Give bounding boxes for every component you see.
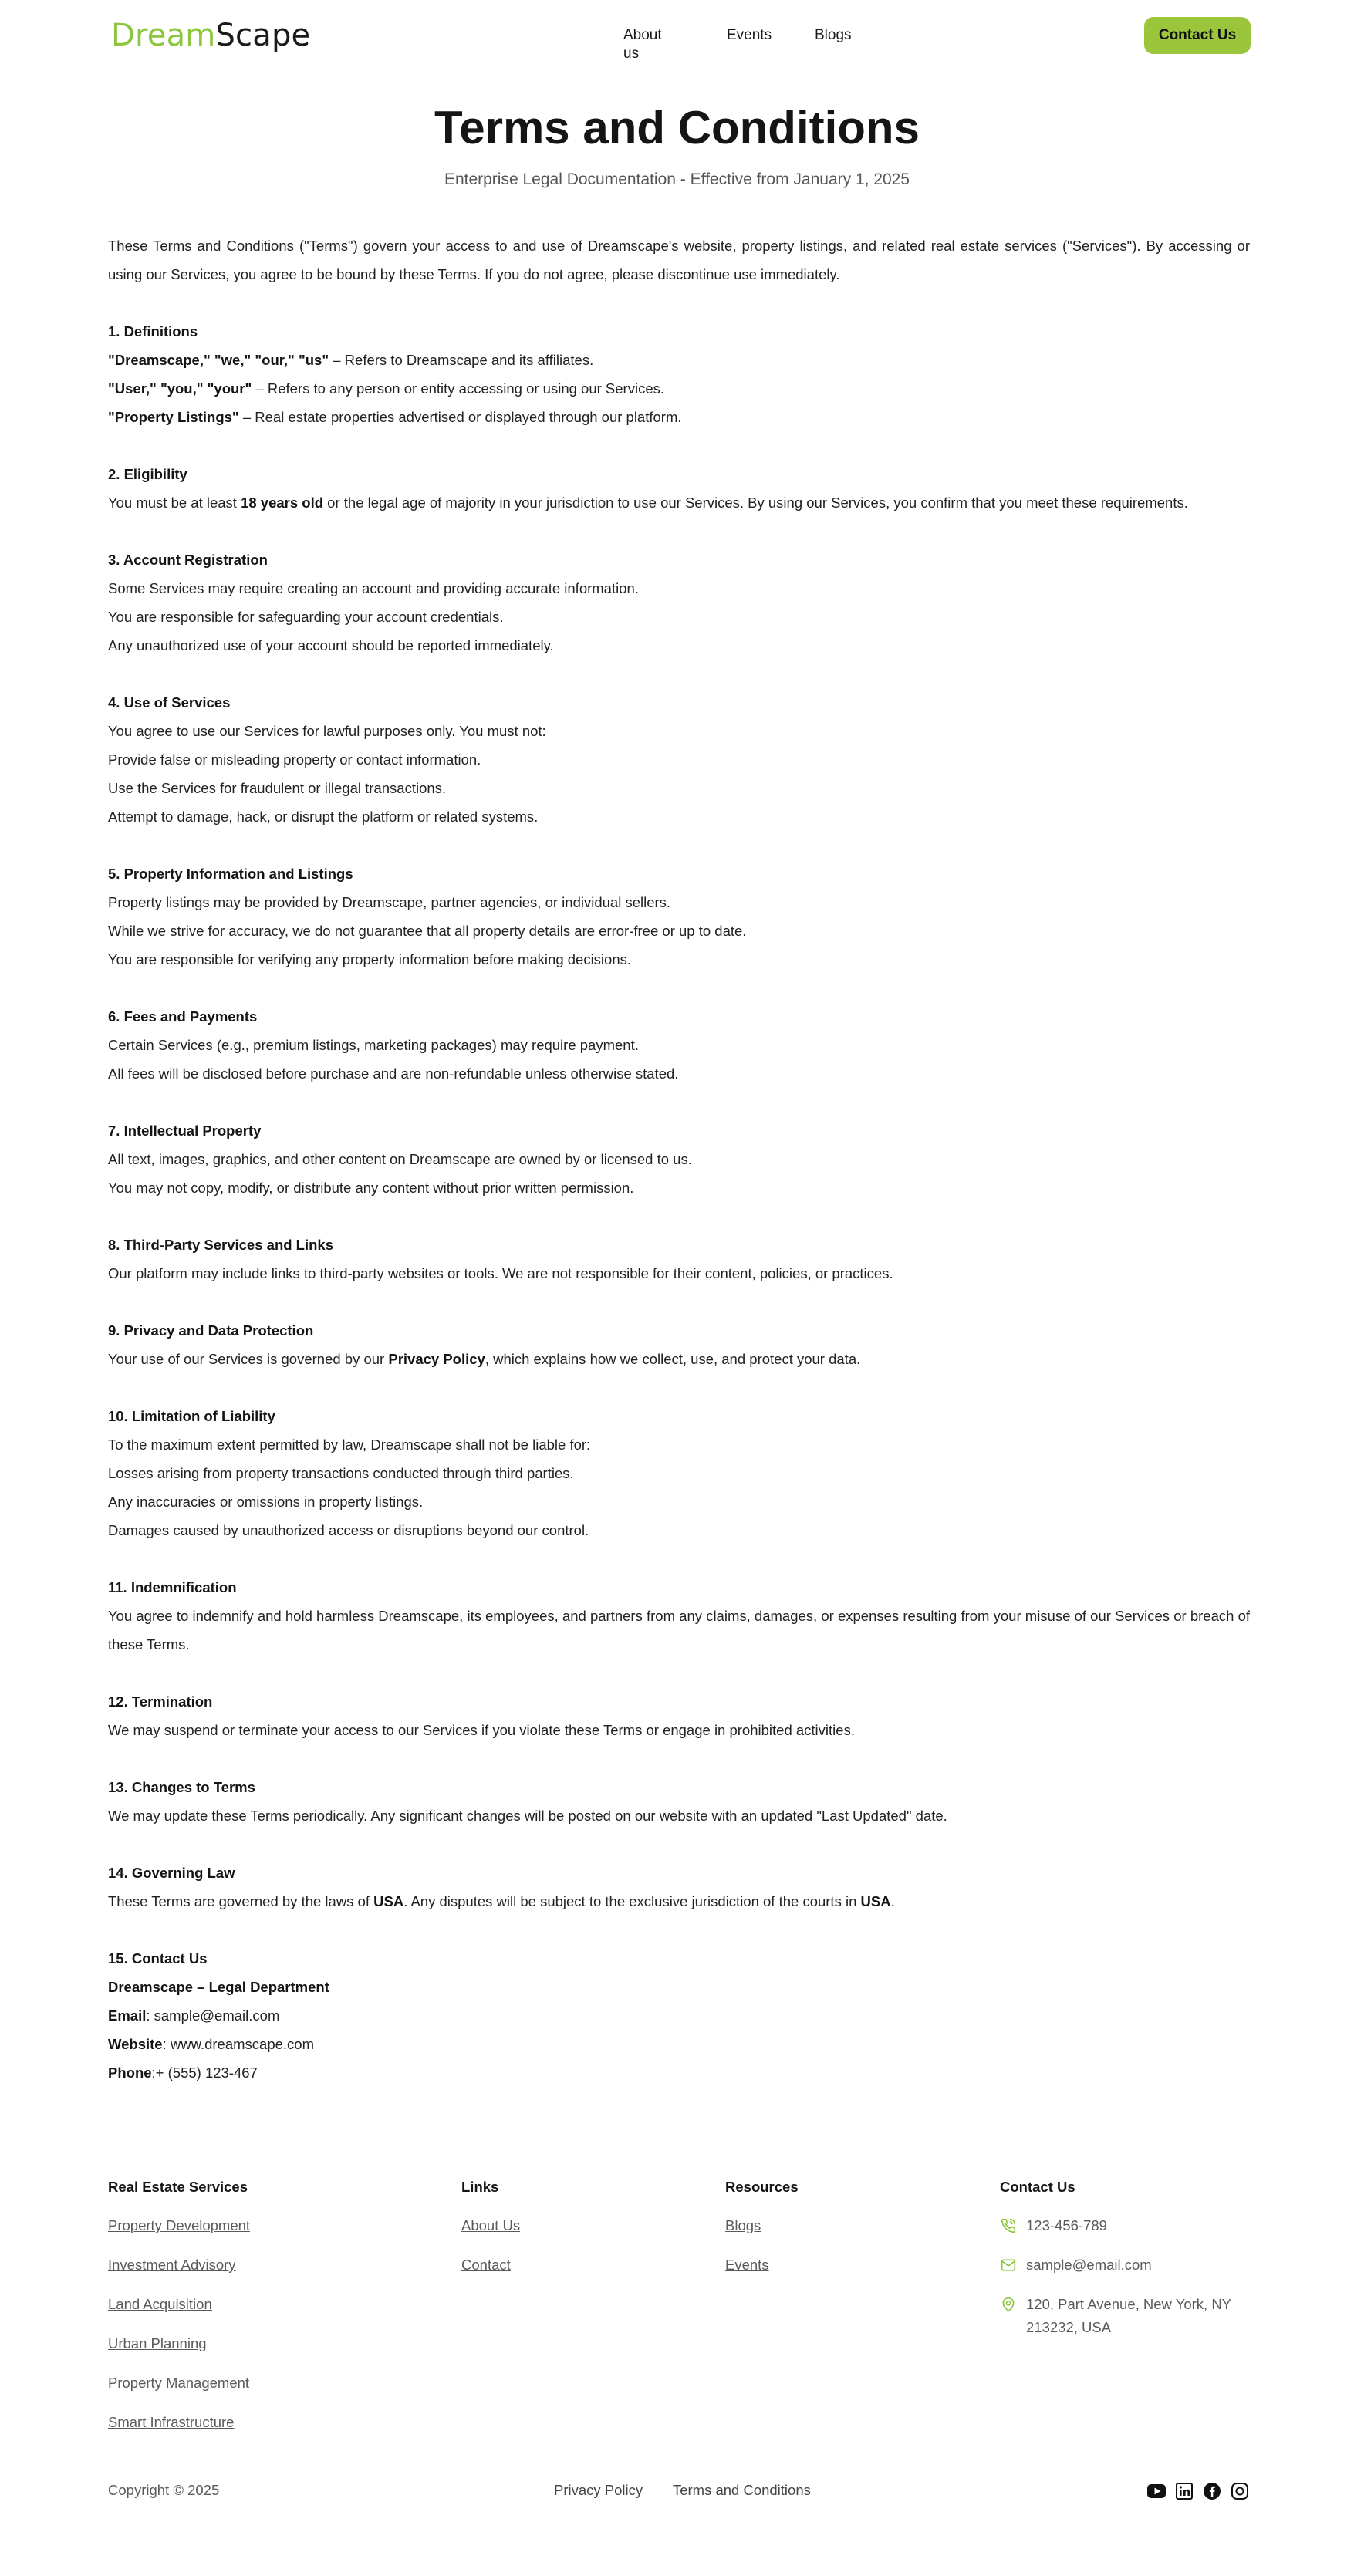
section-line: To the maximum extent permitted by law, Dreamscape shall not be liable for: [108, 1437, 591, 1453]
definition-line [108, 374, 1250, 403]
nav-blogs[interactable]: Blogs [815, 27, 852, 43]
section-heading: 6. Fees and Payments [108, 1008, 258, 1025]
definition-term: "User," "you," "your" [108, 380, 252, 397]
section-intellectual-property [108, 1116, 1250, 1202]
section-line: Our platform may include links to third-party websites or tools. We are not responsible for their content, policies, or practices. [108, 1265, 893, 1281]
phone-value[interactable]: :+ (555) 123-467 [151, 2065, 258, 2081]
section-line: Losses arising from property transactions conducted through third parties. [108, 1465, 574, 1481]
contact-phone-line [108, 2058, 1250, 2087]
section-termination [108, 1687, 1250, 1744]
phone-label: Phone [108, 2065, 152, 2081]
section-line: While we strive for accuracy, we do not guarantee that all property details are error-free or up to date. [108, 923, 747, 939]
footer-bottom-bar [108, 2478, 1250, 2509]
website-value[interactable]: : www.dreamscape.com [162, 2036, 314, 2052]
footer-heading: Contact Us [1000, 2179, 1075, 2195]
section-line: You are responsible for safeguarding your account credentials. [108, 609, 504, 625]
section-line: You are responsible for verifying any property information before making decisions. [108, 951, 632, 967]
section-line: Any unauthorized use of your account should be reported immediately. [108, 637, 554, 653]
section-heading: 12. Termination [108, 1693, 213, 1710]
section-paragraph: We may update these Terms periodically. Any significant changes will be posted on our website with an updated "Last Updated" date. [108, 1808, 947, 1824]
section-paragraph: You agree to indemnify and hold harmless Dreamscape, its employees, and partners from any claims, damages, or expenses resulting from your misuse of our Services or breach of these Terms. [108, 1608, 1250, 1653]
site-header [0, 0, 1354, 71]
footer-email[interactable] [1000, 2254, 1254, 2277]
section-heading: 10. Limitation of Liability [108, 1408, 275, 1424]
definition-term: "Dreamscape," "we," "our," "us" [108, 352, 329, 368]
footer-link[interactable]: Land Acquisition [108, 2296, 212, 2312]
section-contact-us [108, 1944, 1250, 2087]
section-line: Any inaccuracies or omissions in property listings. [108, 1494, 424, 1510]
definition-line [108, 403, 1250, 431]
bold-fragment: 18 years old [241, 495, 324, 511]
definition-line [108, 346, 1250, 374]
footer-link[interactable]: Events [725, 2257, 769, 2273]
definition-term: "Property Listings" [108, 409, 239, 425]
footer-link[interactable]: Property Development [108, 2217, 251, 2233]
footer-legal-links [554, 2482, 837, 2499]
section-heading: 14. Governing Law [108, 1865, 235, 1881]
section-line: Use the Services for fraudulent or illegal transactions. [108, 780, 447, 796]
section-changes-to-terms [108, 1773, 1250, 1830]
phone-icon [1000, 2214, 1017, 2237]
logo-part-scape: Scape [215, 18, 311, 53]
section-heading: 15. Contact Us [108, 1950, 208, 1967]
section-paragraph [108, 488, 1250, 517]
text-fragment: . [890, 1893, 895, 1909]
footer-link[interactable]: Blogs [725, 2217, 761, 2233]
contact-website-line [108, 2030, 1250, 2058]
logo[interactable] [111, 17, 310, 54]
section-heading: 1. Definitions [108, 323, 198, 339]
copyright: Copyright © 2025 [108, 2482, 220, 2498]
website-label: Website [108, 2036, 163, 2052]
section-paragraph: We may suspend or terminate your access to our Services if you violate these Terms or engage in prohibited activities. [108, 1722, 855, 1738]
footer-link[interactable]: Urban Planning [108, 2335, 207, 2351]
intro-paragraph: These Terms and Conditions ("Terms") govern your access to and use of Dreamscape's website, property listings, and related real estate services ("Services"). By accessing or using our Services, you agree to be bound by these Terms. If you do not agree, please discontinue use immediately. [108, 238, 1250, 282]
contact-us-button[interactable]: Contact Us [1144, 17, 1251, 54]
linkedin-icon[interactable] [1174, 2481, 1194, 2501]
text-fragment: , which explains how we collect, use, and protect your data. [485, 1351, 861, 1367]
section-line: You agree to use our Services for lawful purposes only. You must not: [108, 723, 546, 739]
section-privacy [108, 1316, 1250, 1373]
footer-resources-column [725, 2176, 799, 2293]
section-line: Provide false or misleading property or contact information. [108, 751, 481, 768]
section-paragraph [108, 1345, 1250, 1373]
text-fragment: Your use of our Services is governed by our [108, 1351, 389, 1367]
privacy-policy-link[interactable]: Privacy Policy [554, 2482, 643, 2498]
footer-contact-column [1000, 2176, 1254, 2355]
section-governing-law [108, 1859, 1250, 1916]
footer-links-column [461, 2176, 520, 2293]
section-property-information [108, 859, 1250, 974]
footer-address-text: 120, Part Avenue, New York, NY 213232, USA [1026, 2296, 1231, 2335]
footer-phone-text: 123-456-789 [1026, 2217, 1107, 2233]
footer-link[interactable]: Smart Infrastructure [108, 2414, 235, 2430]
location-pin-icon [1000, 2293, 1017, 2316]
section-line: All text, images, graphics, and other content on Dreamscape are owned by or licensed to us. [108, 1151, 692, 1167]
definition-text: – Refers to any person or entity accessing or using our Services. [252, 380, 664, 397]
department-name: Dreamscape – Legal Department [108, 1979, 329, 1995]
footer-link[interactable]: About Us [461, 2217, 521, 2233]
section-heading: 11. Indemnification [108, 1579, 237, 1595]
text-fragment: or the legal age of majority in your jurisdiction to use our Services. By using our Services, you confirm that you meet these requirements. [323, 495, 1188, 511]
legal-department [108, 1973, 1250, 2001]
footer-link[interactable]: Contact [461, 2257, 511, 2273]
section-fees-payments [108, 1002, 1250, 1088]
definition-text: – Real estate properties advertised or displayed through our platform. [238, 409, 682, 425]
footer-address [1000, 2293, 1254, 2339]
footer-services-column [108, 2176, 250, 2450]
page-subtitle: Enterprise Legal Documentation - Effective from January 1, 2025 [444, 170, 910, 188]
section-heading: 2. Eligibility [108, 466, 187, 482]
section-heading: 9. Privacy and Data Protection [108, 1322, 314, 1339]
footer-email-text: sample@email.com [1026, 2257, 1152, 2273]
footer-link[interactable]: Property Management [108, 2375, 250, 2391]
section-line: You may not copy, modify, or distribute any content without prior written permission. [108, 1180, 634, 1196]
footer-link[interactable]: Investment Advisory [108, 2257, 236, 2273]
bold-fragment: USA [860, 1893, 891, 1909]
footer-phone[interactable] [1000, 2214, 1254, 2237]
section-line: Property listings may be provided by Dreamscape, partner agencies, or individual sellers. [108, 894, 671, 910]
privacy-policy-link[interactable]: Privacy Policy [388, 1351, 485, 1367]
nav-events[interactable]: Events [727, 27, 772, 43]
contact-email-line [108, 2001, 1250, 2030]
section-limitation-of-liability [108, 1402, 1250, 1545]
section-indemnification [108, 1573, 1250, 1659]
section-heading: 13. Changes to Terms [108, 1779, 255, 1795]
email-label: Email [108, 2007, 147, 2024]
section-heading: 7. Intellectual Property [108, 1123, 262, 1139]
terms-link[interactable]: Terms and Conditions [672, 2482, 811, 2498]
text-fragment: . Any disputes will be subject to the exclusive jurisdiction of the courts in [403, 1893, 861, 1909]
section-heading: 3. Account Registration [108, 552, 268, 568]
section-heading: 5. Property Information and Listings [108, 866, 353, 882]
section-line: Damages caused by unauthorized access or disruptions beyond our control. [108, 1522, 589, 1538]
mail-icon [1000, 2254, 1017, 2277]
section-heading: 8. Third-Party Services and Links [108, 1237, 333, 1253]
section-account-registration [108, 545, 1250, 660]
email-value[interactable]: : sample@email.com [146, 2007, 280, 2024]
social-links [1146, 2481, 1250, 2501]
definition-text: – Refers to Dreamscape and its affiliates. [329, 352, 594, 368]
section-eligibility [108, 460, 1250, 517]
bold-fragment: USA [373, 1893, 404, 1909]
text-fragment: You must be at least [108, 495, 241, 511]
section-use-of-services [108, 688, 1250, 831]
youtube-icon[interactable] [1146, 2481, 1167, 2501]
text-fragment: These Terms are governed by the laws of [108, 1893, 374, 1909]
footer-heading: Resources [725, 2179, 799, 2195]
logo-part-dream: Dream [111, 18, 216, 53]
section-definitions [108, 317, 1250, 431]
section-heading: 4. Use of Services [108, 694, 231, 711]
section-paragraph [108, 1887, 1250, 1916]
section-line: All fees will be disclosed before purchase and are non-refundable unless otherwise stated. [108, 1065, 679, 1082]
footer-heading: Links [461, 2179, 499, 2195]
section-line: Certain Services (e.g., premium listings, marketing packages) may require payment. [108, 1037, 639, 1053]
page-title: Terms and Conditions [434, 102, 920, 154]
instagram-icon[interactable] [1230, 2481, 1250, 2501]
terms-content [108, 231, 1250, 2115]
nav-about-us[interactable]: About us [623, 27, 662, 62]
section-line: Attempt to damage, hack, or disrupt the platform or related systems. [108, 809, 539, 825]
section-third-party [108, 1231, 1250, 1288]
section-line: Some Services may require creating an account and providing accurate information. [108, 580, 639, 596]
facebook-icon[interactable] [1202, 2481, 1222, 2501]
footer-heading: Real Estate Services [108, 2179, 248, 2195]
